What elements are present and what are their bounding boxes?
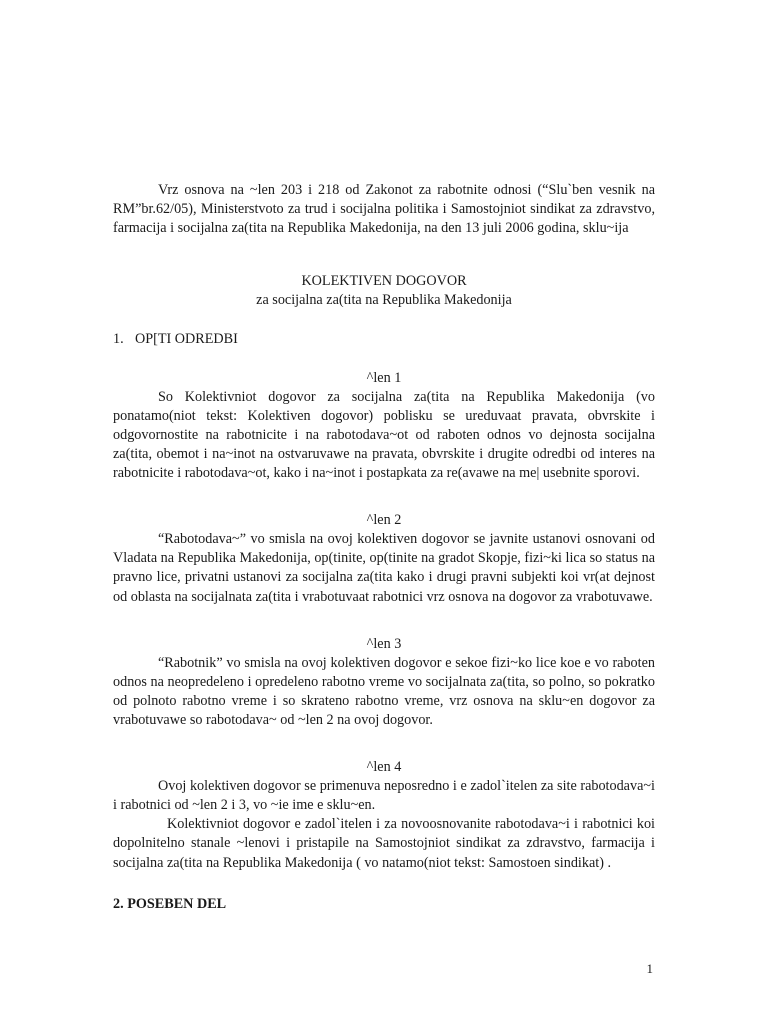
article-heading-1: ^len 1: [366, 369, 402, 386]
spacer: [113, 607, 655, 635]
title-line-1: KOLEKTIVEN DOGOVOR: [301, 273, 467, 290]
title-line-2: za socijalna za(tita na Republika Makedonija: [256, 292, 512, 309]
document-title: [113, 272, 655, 310]
article-4-paragraph-2: Kolektivniot dogovor e zadol`itelen i za novoosnovanite rabotodava~i i rabotnici koi dopolnitelno stanale ~lenovi i pristapile na Samostojniot sindikat za zdravstvo, farmacija i socijalna za(tita na Republika Makedonija ( vo natamo(niot tekst: Samostoen sindikat) .: [113, 816, 655, 871]
spacer: [113, 483, 655, 511]
section-heading-2: 2. POSEBEN DEL: [113, 895, 227, 912]
page-number: 1: [646, 961, 653, 976]
article-heading-4: ^len 4: [366, 759, 402, 776]
article-3-paragraph: “Rabotnik” vo smisla na ovoj kolektiven dogovor e sekoe fizi~ko lice koe e vo raboten odnos na neopredeleno i opredeleno rabotno vreme vo socijalnata za(tita, so polno, so pokratko od polnoto rabotno vreme i so skrateno rabotno vreme, vrz osnova na sklu~en dogovor za vrabotuvawe so rabotodava~ od ~len 2 na ovoj dogovor.: [113, 654, 655, 728]
article-heading-3: ^len 3: [366, 635, 402, 652]
spacer: [113, 350, 655, 369]
section-heading-1: [113, 330, 655, 349]
article-heading-2: ^len 2: [366, 512, 402, 529]
article-2-paragraph: “Rabotodava~” vo smisla na ovoj kolektiven dogovor se javnite ustanovi osnovani od Vladata na Republika Makedonija, op(tinite, op(tinite na gradot Skopje, fizi~ki lica so status na pravno lice, privatni ustanovi za socijalna za(tita kako i drugi pravni subjekti koi vr(at dejnost od oblasta na socijalnata za(tita i vrabotuvaat rabotnici vrz osnova na dogovor za vrabotuvawe.: [113, 531, 655, 605]
intro-paragraph: Vrz osnova na ~len 203 i 218 od Zakonot za rabotnite odnosi (“Slu`ben vesnik na RM”br.62/05), Ministerstvoto za trud i socijalna politika i Samostojniot sindikat za zdravstvo, farmacija i socijalna za(tita na Republika Makedonija, na den 13 juli 2006 godina, sklu~ija: [113, 182, 655, 237]
article-4-paragraph-1: Ovoj kolektiven dogovor se primenuva neposredno i e zadol`itelen za site rabotodava~i i rabotnici od ~len 2 i 3, vo ~ie ime e sklu~en.: [113, 778, 655, 814]
spacer: [113, 730, 655, 758]
section-title: OP[TI ODREDBI: [135, 331, 238, 348]
document-page: [113, 181, 655, 928]
section-number: 1.: [113, 331, 124, 348]
article-1-paragraph: So Kolektivniot dogovor za socijalna za(tita na Republika Makedonija (vo ponatamo(niot tekst: Kolektiven dogovor) poblisku se ureduvaat pravata, obvrskite i odgovornostite na rabotnicite i na rabotodava~ot od raboten odnos vo dejnosta socijalna za(tita, obemot i na~inot na ostvaruvawe na pravata, obvrskite i drugite odredbi od interes na rabotnicite i rabotodava~ot, kako i na~inot i postapkata za re(avawe na me| usebnite sporovi.: [113, 388, 655, 482]
